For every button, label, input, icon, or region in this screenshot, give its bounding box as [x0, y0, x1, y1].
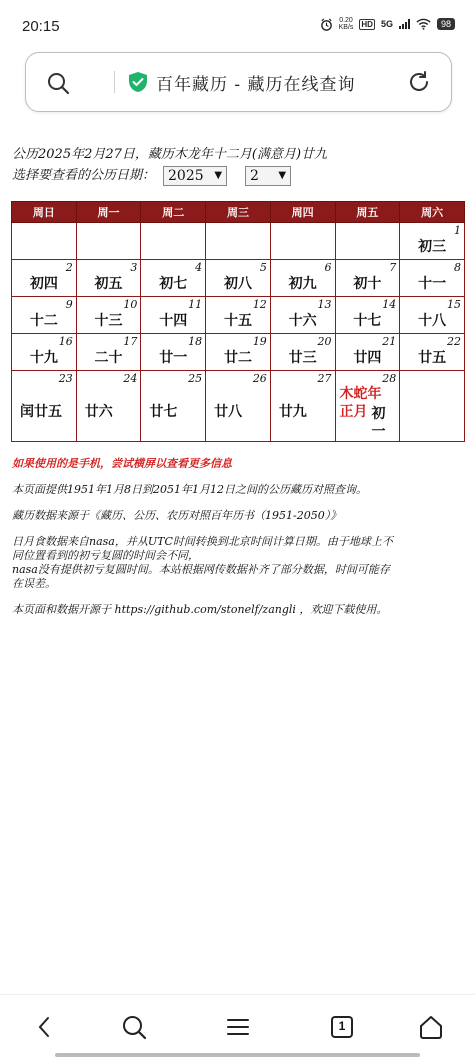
- calendar-cell-empty: [141, 223, 206, 260]
- calendar-cell-empty: [76, 223, 141, 260]
- tibetan-day: 十九: [29, 350, 58, 366]
- network-type: 5G: [380, 19, 393, 29]
- calendar-cell[interactable]: [141, 334, 206, 371]
- page-title[interactable]: 百年藏历 - 藏历在线查询: [156, 75, 356, 95]
- new-year-label: 木蛇年 正月: [339, 386, 382, 420]
- chevron-down-icon: ▼: [214, 170, 223, 181]
- day-number: 18: [188, 335, 203, 348]
- hd-badge: HD: [361, 19, 373, 29]
- day-number: 28: [382, 372, 397, 385]
- calendar-cell[interactable]: [141, 297, 206, 334]
- month-select[interactable]: 2 ▼: [245, 166, 291, 186]
- menu-icon[interactable]: [224, 1013, 252, 1041]
- calendar-cell-empty: [206, 223, 271, 260]
- search-icon[interactable]: [120, 1013, 148, 1041]
- day-number: 2: [65, 261, 73, 274]
- address-bar[interactable]: [25, 52, 452, 112]
- calendar-cell[interactable]: [76, 297, 141, 334]
- calendar-cell[interactable]: [400, 334, 465, 371]
- calendar-cell[interactable]: [270, 371, 335, 442]
- calendar-cell[interactable]: [206, 297, 271, 334]
- day-number: 12: [252, 298, 267, 311]
- day-number: 7: [389, 261, 397, 274]
- date-selector-row: [12, 166, 467, 186]
- signal-icon: [399, 19, 410, 29]
- tibetan-day: 十二: [29, 313, 58, 329]
- day-number: 17: [123, 335, 138, 348]
- tibetan-day: 廿八: [214, 404, 243, 420]
- calendar-cell-empty: [335, 223, 400, 260]
- day-number: 9: [65, 298, 73, 311]
- calendar-week-4: [12, 334, 465, 371]
- calendar-cell[interactable]: [270, 334, 335, 371]
- tabs-button[interactable]: [328, 1013, 356, 1041]
- tabs-count: 1: [338, 1019, 346, 1033]
- reload-icon[interactable]: [407, 70, 431, 94]
- weekday-header: 周三: [206, 202, 271, 223]
- day-number: 21: [382, 335, 397, 348]
- calendar-cell-empty: [12, 223, 77, 260]
- eclipse-note: 日月食数据来自nasa，并从UTC时间转换到北京时间计算日期。由于地球上不 同位置看到的初亏复圆的时间会不同， nasa没有提供初亏复圆时间。本站根据网传数据补齐了部分数据，时间可能存 在误差。: [12, 535, 393, 590]
- day-number: 16: [58, 335, 73, 348]
- calendar-cell[interactable]: [141, 260, 206, 297]
- home-icon[interactable]: [417, 1013, 445, 1041]
- day-number: 20: [317, 335, 332, 348]
- tibetan-day: 十六: [288, 313, 317, 329]
- tibetan-day: 廿六: [84, 404, 113, 420]
- tibetan-day: 初八: [223, 276, 252, 292]
- calendar-cell[interactable]: [206, 371, 271, 442]
- tibetan-day: 十一: [418, 276, 447, 292]
- calendar-header-row: [12, 202, 465, 223]
- calendar-week-5: [12, 371, 465, 442]
- tibetan-day: 廿九: [278, 404, 307, 420]
- day-number: 22: [447, 335, 461, 348]
- day-number: 23: [58, 372, 73, 385]
- home-indicator[interactable]: [55, 1053, 420, 1057]
- day-number: 11: [188, 298, 203, 311]
- day-number: 5: [259, 261, 267, 274]
- day-number: 27: [317, 372, 332, 385]
- weekday-header: 周一: [76, 202, 141, 223]
- secure-shield-icon: [127, 71, 149, 93]
- weekday-header: 周日: [12, 202, 77, 223]
- calendar-cell[interactable]: [141, 371, 206, 442]
- tibetan-day: 初三: [418, 239, 447, 255]
- day-number: 19: [252, 335, 267, 348]
- tibetan-day: 十三: [94, 313, 123, 329]
- bottom-nav: [0, 994, 475, 1060]
- day-number: 26: [252, 372, 267, 385]
- day-number: 24: [123, 372, 138, 385]
- tibetan-day: 初十: [353, 276, 382, 292]
- calendar-cell[interactable]: [270, 297, 335, 334]
- tibetan-day: 廿一: [159, 350, 188, 366]
- notes-section: [12, 457, 467, 629]
- tibetan-day: 十八: [418, 313, 447, 329]
- day-number: 8: [454, 261, 461, 274]
- tibetan-day: 廿五: [418, 350, 447, 366]
- calendar-cell[interactable]: [76, 371, 141, 442]
- open-source-note: 本页面和数据开源于 https://github.com/stonelf/zangli ，欢迎下载使用。: [12, 603, 388, 616]
- alarm-icon: [320, 18, 333, 31]
- status-time: 20:15: [22, 18, 60, 35]
- calendar-cell[interactable]: [400, 297, 465, 334]
- calendar-cell[interactable]: [12, 297, 77, 334]
- day-number: 4: [195, 261, 203, 274]
- range-note: 本页面提供1951年1月8日到2051年1月12日之间的公历藏历对照查询。: [12, 483, 367, 496]
- battery-icon: 98: [437, 18, 455, 30]
- day-number: 10: [123, 298, 138, 311]
- calendar-cell[interactable]: [335, 297, 400, 334]
- mobile-tip: 如果使用的是手机，尝试横屏以查看更多信息: [12, 457, 232, 470]
- calendar-cell[interactable]: [12, 371, 77, 442]
- calendar-cell[interactable]: [206, 260, 271, 297]
- calendar-cell-new-year[interactable]: [335, 371, 400, 442]
- tibetan-day: 廿三: [288, 350, 317, 366]
- calendar-cell[interactable]: [206, 334, 271, 371]
- status-icons: [320, 17, 455, 31]
- day-number: 25: [188, 372, 203, 385]
- calendar-cell[interactable]: [76, 260, 141, 297]
- search-icon[interactable]: [46, 71, 70, 95]
- status-bar: [0, 0, 475, 40]
- date-summary: 公历2025年2月27日，藏历木龙年十二月(满意月)廿九: [12, 147, 328, 162]
- calendar-cell[interactable]: [335, 334, 400, 371]
- net-speed: 0.20 KB/s: [338, 17, 354, 31]
- calendar-cell[interactable]: [12, 334, 77, 371]
- day-number: 15: [447, 298, 461, 311]
- calendar-cell-empty: [400, 371, 465, 442]
- calendar-cell-empty: [270, 223, 335, 260]
- weekday-header: 周四: [270, 202, 335, 223]
- calendar-table: [11, 201, 465, 442]
- tibetan-day: 初七: [159, 276, 188, 292]
- select-label: 选择要查看的公历日期：: [12, 168, 156, 183]
- day-number: 3: [130, 261, 138, 274]
- date-info: [12, 146, 467, 186]
- tibetan-day: 十五: [223, 313, 252, 329]
- back-icon[interactable]: [31, 1013, 59, 1041]
- tibetan-day: 廿七: [149, 404, 178, 420]
- calendar-week-1: [12, 223, 465, 260]
- day-number: 13: [317, 298, 332, 311]
- day-number: 1: [454, 224, 461, 237]
- tibetan-day: 廿二: [223, 350, 252, 366]
- tibetan-day: 十七: [353, 313, 382, 329]
- calendar-cell[interactable]: [76, 334, 141, 371]
- chevron-down-icon: ▼: [278, 170, 287, 181]
- weekday-header: 周五: [335, 202, 400, 223]
- tibetan-day: 初五: [94, 276, 123, 292]
- calendar-cell[interactable]: [335, 260, 400, 297]
- calendar-cell[interactable]: [400, 260, 465, 297]
- source-note: 藏历数据来源于《藏历、公历、农历对照百年历书（1951-2050）》: [12, 509, 342, 522]
- address-divider: [114, 71, 115, 93]
- year-select[interactable]: 2025 ▼: [163, 166, 227, 186]
- day-number: 14: [382, 298, 397, 311]
- wifi-icon: [416, 18, 431, 30]
- calendar-cell[interactable]: [400, 223, 465, 260]
- calendar-week-3: [12, 297, 465, 334]
- weekday-header: 周二: [141, 202, 206, 223]
- tibetan-day: 初九: [288, 276, 317, 292]
- weekday-header: 周六: [400, 202, 465, 223]
- calendar-week-2: [12, 260, 465, 297]
- day-number: 6: [324, 261, 332, 274]
- tibetan-day: 初四: [29, 276, 58, 292]
- tibetan-day: 十四: [159, 313, 188, 329]
- tibetan-day: 二十: [94, 350, 123, 366]
- calendar-cell[interactable]: [12, 260, 77, 297]
- calendar-cell[interactable]: [270, 260, 335, 297]
- tibetan-day: 廿四: [353, 350, 382, 366]
- tibetan-day: 闰廿五: [20, 404, 62, 420]
- tibetan-day: 初一: [371, 406, 386, 440]
